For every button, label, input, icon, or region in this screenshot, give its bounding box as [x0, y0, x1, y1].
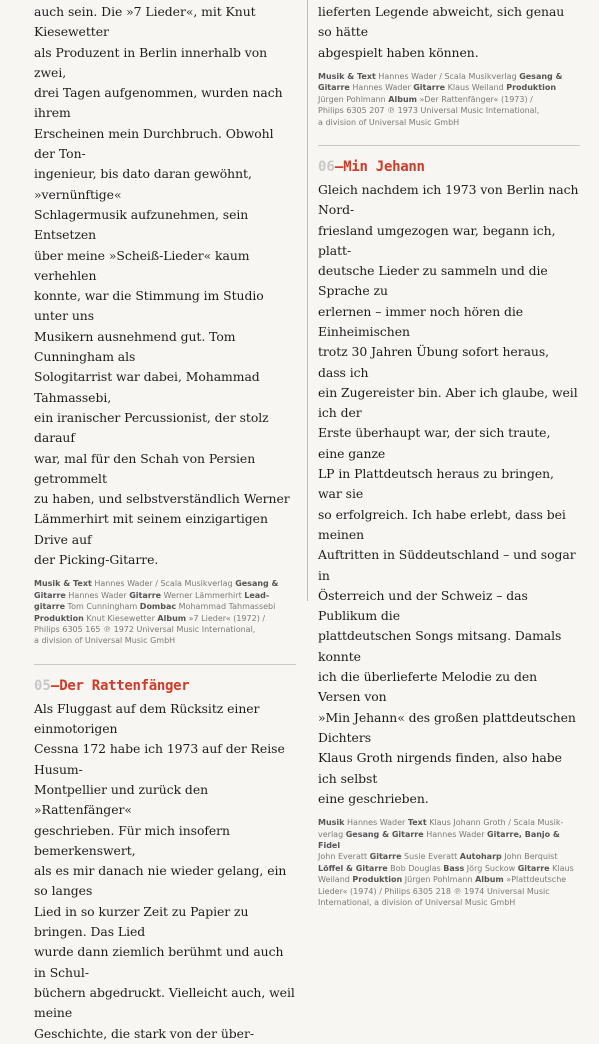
- track-06-credits: Musik Hannes Wader Text Klaus Johann Groth / Scala Musik- verlag Gesang & Gitarre Hannes Wader Gitarre, Banjo & Fidel John Everatt Gitarre Susie Everatt Autoharp John Berquist Löffel & Gitarre Bob Douglas Bass Jörg Suckow Gitarre Klaus Weiland Produktion Jürgen Pohlmann Album »Plattdeutsche Lieder« (1974) / Philips 6305 218 ℗ 1974 Universal Music International, a division of Universal Music GmbH: [318, 818, 574, 907]
- track-number: 05: [34, 677, 51, 694]
- track-05-text-continued: lieferten Legende abweicht, sich genau so hätte abgespielt haben können.: [318, 4, 565, 60]
- track-06-heading: 06—Min Jehann: [318, 158, 425, 175]
- column-divider: [307, 0, 308, 601]
- track-title: Min Jehann: [343, 158, 425, 175]
- track-05-text: Als Fluggast auf dem Rücksitz einer einmotorigen Cessna 172 habe ich 1973 auf der Reise Husum- Montpellier und zurück den »Rattenfänger« geschrieben. Für mich insofern bemerkenswert, als es mir danach nie wieder gelang, ein so langes Lied in so kurzer Zeit zu Papier zu bringen. Das Lied wurde dann ziemlich berühmt und auch in Schul- büchern abgedruckt. Vielleicht auch, weil meine Geschichte, die stark von der über-: [34, 700, 295, 1041]
- track-06-text: Gleich nachdem ich 1973 von Berlin nach Nord- friesland umgezogen war, begann ich, platt- deutsche Lieder zu sammeln und die Sprache zu erlernen – immer noch hören die Einheimischen trotz 30 Jahren Übung sofort heraus, dass ich ein Zugereister bin. Aber ich glaube, weil ich der Erste überhaupt war, der sich traute, eine ganze LP in Plattdeutsch heraus zu bringen, war sie so erfolgreich. Ich habe erlebt, dass bei meinen Auftritten in Süddeutschland – und sogar in Österreich und der Schweiz – das Publikum die plattdeutschen Songs mitsang. Damals konnte ich die überlieferte Melodie zu den Versen von »Min Jehann« des großen plattdeutschen Dichters Klaus Groth nirgends finden, also habe ich selbst eine geschrieben.: [318, 181, 579, 806]
- section-rule: [318, 145, 580, 146]
- left-column: [34, 0, 296, 1044]
- track-05-credits: Musik & Text Hannes Wader / Scala Musikverlag Gesang & Gitarre Hannes Wader Gitarre Klaus Weiland Produktion Jürgen Pohlmann Album »Der Rattenfänger« (1973) / Philips 6305 207 ℗ 1973 Universal Music International, a division of Universal Music GmbH: [318, 71, 563, 127]
- track-04-text-continued: auch sein. Die »7 Lieder«, mit Knut Kiesewetter als Produzent in Berlin innerhalb von zwei, drei Tagen aufgenommen, wurden nach ihrem Erscheinen mein Durchbruch. Obwohl der Ton- ingenieur, bis dato daran gewöhnt, »vernünftige« Schlagermusik aufzunehmen, sein Entsetzen über meine »Scheiß-Lieder« kaum verhehlen konnte, war die Stimmung im Studio unter uns Musikern ausnehmend gut. Tom Cunningham als Sologitarrist war dabei, Mohammad Tahmassebi, ein iranischer Percussionist, der stolz darauf war, mal für den Schah von Persien getrommelt zu haben, und selbstverständlich Werner Lämmerhirt mit seinem einzigartigen Drive auf der Picking-Gitarre.: [34, 4, 290, 568]
- track-title: Der Rattenfänger: [59, 677, 190, 694]
- track-05-heading: 05—Der Rattenfänger: [34, 677, 190, 694]
- right-column: [318, 0, 580, 908]
- track-number: 06: [318, 158, 335, 175]
- track-04-credits: Musik & Text Hannes Wader / Scala Musikverlag Gesang & Gitarre Hannes Wader Gitarre Werner Lämmerhirt Lead- gitarre Tom Cunningham Dombac Mohammad Tahmassebi Produktion Knut Kiesewetter Album »7 Lieder« (1972) / Philips 6305 165 ℗ 1972 Universal Music International, a division of Universal Music GmbH: [34, 579, 279, 646]
- section-rule: [34, 664, 296, 665]
